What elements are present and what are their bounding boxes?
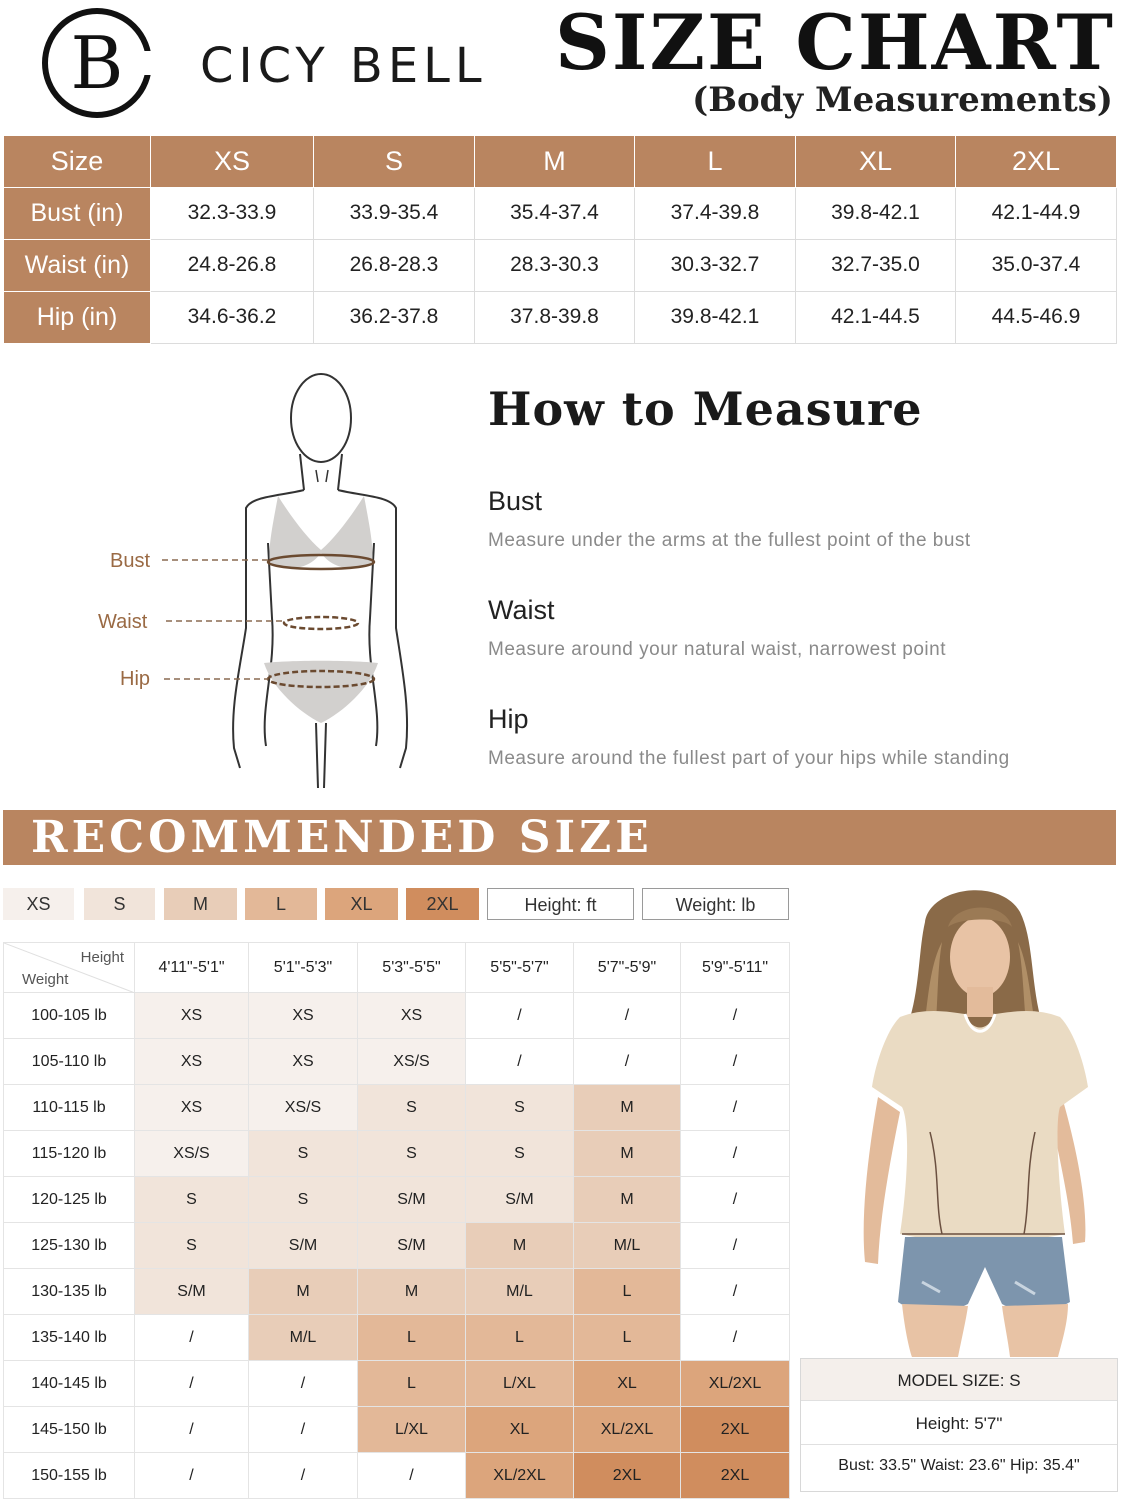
size-header-1: XS (151, 136, 314, 187)
size-cell: 26.8-28.3 (314, 239, 475, 291)
body-measurement-figure (90, 368, 430, 798)
size-header-4: L (635, 136, 796, 187)
size-header-3: M (475, 136, 635, 187)
how-to-measure-title: How to Measure (488, 382, 923, 436)
recommended-size-cell: M/L (249, 1315, 358, 1361)
recommended-size-cell: / (681, 1315, 790, 1361)
weight-label: 105-110 lb (4, 1039, 135, 1085)
recommended-size-cell: / (574, 1039, 681, 1085)
brand-name: CICY BELL (200, 38, 487, 94)
legend-2xl: 2XL (406, 888, 479, 920)
size-cell: 42.1-44.5 (796, 291, 956, 343)
height-header: 5'7"-5'9" (574, 943, 681, 993)
bust-description: Measure under the arms at the fullest point of the bust (488, 530, 971, 551)
bust-heading: Bust (488, 486, 543, 516)
recommended-size-cell: M (249, 1269, 358, 1315)
model-measurements: Bust: 33.5" Waist: 23.6" Hip: 35.4" (838, 1457, 1080, 1474)
recommended-size-cell: S (466, 1085, 574, 1131)
legend-weight-unit: Weight: lb (642, 888, 789, 920)
table-row (4, 1315, 790, 1361)
model-size: MODEL SIZE: S (801, 1359, 1117, 1401)
weight-label: 120-125 lb (4, 1177, 135, 1223)
size-header-6: 2XL (956, 136, 1117, 187)
model-info-box (800, 1358, 1118, 1492)
size-cell: 37.4-39.8 (635, 187, 796, 239)
size-header-2: S (314, 136, 475, 187)
recommended-size-cell: S/M (249, 1223, 358, 1269)
size-cell: 35.4-37.4 (475, 187, 635, 239)
recommended-size-cell: / (135, 1453, 249, 1499)
size-row-label: Waist (in) (4, 239, 151, 291)
recommended-size-cell: XS (135, 993, 249, 1039)
recommended-size-cell: XS (249, 993, 358, 1039)
size-cell: 44.5-46.9 (956, 291, 1117, 343)
table-row (4, 1269, 790, 1315)
recommended-size-cell: / (681, 1269, 790, 1315)
height-header-row (4, 943, 790, 993)
recommended-size-cell: / (681, 1223, 790, 1269)
recommended-size-cell: XS/S (358, 1039, 466, 1085)
recommended-size-cell: / (681, 1131, 790, 1177)
weight-label: 125-130 lb (4, 1223, 135, 1269)
recommended-size-cell: S (249, 1131, 358, 1177)
recommended-size-cell: S (135, 1223, 249, 1269)
recommended-size-cell: / (249, 1453, 358, 1499)
legend-xl: XL (325, 888, 398, 920)
waist-description: Measure around your natural waist, narrowest point (488, 639, 947, 660)
recommended-size-cell: / (466, 993, 574, 1039)
recommended-size-cell: L (466, 1315, 574, 1361)
figure-label-hip: Hip (120, 668, 151, 690)
recommended-size-cell: XL/2XL (681, 1361, 790, 1407)
recommended-size-cell: S (249, 1177, 358, 1223)
recommended-size-cell: M (358, 1269, 466, 1315)
height-header: 5'3"-5'5" (358, 943, 466, 993)
corner-weight-label: Weight (22, 971, 69, 988)
legend-m: M (164, 888, 237, 920)
waist-heading: Waist (488, 595, 555, 625)
recommended-size-cell: S/M (135, 1269, 249, 1315)
size-cell: 37.8-39.8 (475, 291, 635, 343)
legend-s: S (84, 888, 155, 920)
recommended-size-cell: M (574, 1131, 681, 1177)
recommended-size-cell: / (466, 1039, 574, 1085)
recommended-size-cell: L (574, 1315, 681, 1361)
recommended-size-cell: / (681, 993, 790, 1039)
recommended-size-cell: / (681, 1085, 790, 1131)
weight-label: 110-115 lb (4, 1085, 135, 1131)
size-row (4, 187, 1117, 239)
recommended-size-cell: S (466, 1131, 574, 1177)
recommended-size-cell: 2XL (681, 1407, 790, 1453)
weight-label: 115-120 lb (4, 1131, 135, 1177)
weight-label: 145-150 lb (4, 1407, 135, 1453)
size-row (4, 239, 1117, 291)
recommended-size-cell: M (574, 1177, 681, 1223)
recommended-size-cell: M (466, 1223, 574, 1269)
size-cell: 33.9-35.4 (314, 187, 475, 239)
recommended-size-cell: XL (574, 1361, 681, 1407)
logo-letter: B (70, 21, 124, 105)
recommended-size-cell: / (135, 1361, 249, 1407)
size-cell: 35.0-37.4 (956, 239, 1117, 291)
recommended-size-cell: XS (358, 993, 466, 1039)
recommended-title: RECOMMENDED SIZE (31, 812, 653, 863)
table-row (4, 1361, 790, 1407)
height-header: 4'11"-5'1" (135, 943, 249, 993)
size-cell: 30.3-32.7 (635, 239, 796, 291)
corner-height-label: Height (80, 949, 124, 966)
weight-label: 100-105 lb (4, 993, 135, 1039)
size-header-5: XL (796, 136, 956, 187)
weight-label: 140-145 lb (4, 1361, 135, 1407)
legend-l: L (245, 888, 317, 920)
recommended-size-cell: XL/2XL (574, 1407, 681, 1453)
table-row (4, 1407, 790, 1453)
height-header: 5'9"-5'11" (681, 943, 790, 993)
size-header-0: Size (4, 136, 151, 187)
page-subtitle: (Body Measurements) (692, 80, 1113, 120)
recommended-size-cell: / (574, 993, 681, 1039)
recommended-size-cell: XS (135, 1085, 249, 1131)
weight-label: 130-135 lb (4, 1269, 135, 1315)
recommended-size-table (3, 942, 790, 1499)
hip-heading: Hip (488, 704, 529, 734)
recommended-size-cell: 2XL (681, 1453, 790, 1499)
recommended-size-cell: S (135, 1177, 249, 1223)
recommended-size-cell: 2XL (574, 1453, 681, 1499)
size-cell: 32.7-35.0 (796, 239, 956, 291)
recommended-size-cell: XS/S (135, 1131, 249, 1177)
recommended-size-cell: / (135, 1315, 249, 1361)
recommended-size-cell: / (135, 1407, 249, 1453)
table-row (4, 1039, 790, 1085)
height-header: 5'5"-5'7" (466, 943, 574, 993)
recommended-size-cell: / (249, 1361, 358, 1407)
legend-height-unit: Height: ft (487, 888, 634, 920)
model-photo (830, 882, 1110, 1357)
recommended-size-cell: XS (135, 1039, 249, 1085)
recommended-size-cell: S (358, 1131, 466, 1177)
recommended-size-cell: L (358, 1361, 466, 1407)
recommended-size-cell: XL (466, 1407, 574, 1453)
recommended-size-cell: L/XL (358, 1407, 466, 1453)
recommended-size-cell: L (358, 1315, 466, 1361)
recommended-size-cell: / (681, 1039, 790, 1085)
model-height: Height: 5'7" (801, 1401, 1117, 1445)
size-row (4, 291, 1117, 343)
size-cell: 42.1-44.9 (956, 187, 1117, 239)
weight-label: 135-140 lb (4, 1315, 135, 1361)
recommended-size-cell: L/XL (466, 1361, 574, 1407)
recommended-size-cell: S/M (466, 1177, 574, 1223)
table-row (4, 1223, 790, 1269)
table-row (4, 1453, 790, 1499)
size-cell: 28.3-30.3 (475, 239, 635, 291)
recommended-size-cell: S/M (358, 1223, 466, 1269)
corner-cell (4, 943, 135, 993)
size-row-label: Hip (in) (4, 291, 151, 343)
size-row-label: Bust (in) (4, 187, 151, 239)
recommended-size-cell: XS/S (249, 1085, 358, 1131)
size-cell: 32.3-33.9 (151, 187, 314, 239)
weight-label: 150-155 lb (4, 1453, 135, 1499)
table-row (4, 1131, 790, 1177)
recommended-size-cell: S/M (358, 1177, 466, 1223)
height-header: 5'1"-5'3" (249, 943, 358, 993)
recommended-size-cell: / (681, 1177, 790, 1223)
figure-label-bust: Bust (110, 550, 151, 572)
legend-xs: XS (3, 888, 74, 920)
recommended-size-cell: L (574, 1269, 681, 1315)
figure-label-waist: Waist (98, 611, 148, 633)
recommended-size-cell: XS (249, 1039, 358, 1085)
size-table (3, 136, 1117, 344)
recommended-size-cell: M (574, 1085, 681, 1131)
size-cell: 36.2-37.8 (314, 291, 475, 343)
size-cell: 34.6-36.2 (151, 291, 314, 343)
table-row (4, 993, 790, 1039)
hip-description: Measure around the fullest part of your hips while standing (488, 748, 1010, 769)
page-title: SIZE CHART (555, 0, 1115, 87)
table-row (4, 1085, 790, 1131)
recommended-banner (3, 810, 1116, 865)
size-cell: 39.8-42.1 (635, 291, 796, 343)
recommended-size-cell: / (358, 1453, 466, 1499)
table-row (4, 1177, 790, 1223)
recommended-size-cell: M/L (574, 1223, 681, 1269)
recommended-size-cell: M/L (466, 1269, 574, 1315)
size-cell: 39.8-42.1 (796, 187, 956, 239)
recommended-size-cell: XL/2XL (466, 1453, 574, 1499)
size-cell: 24.8-26.8 (151, 239, 314, 291)
brand-logo-icon (38, 6, 156, 120)
recommended-size-cell: / (249, 1407, 358, 1453)
recommended-size-cell: S (358, 1085, 466, 1131)
